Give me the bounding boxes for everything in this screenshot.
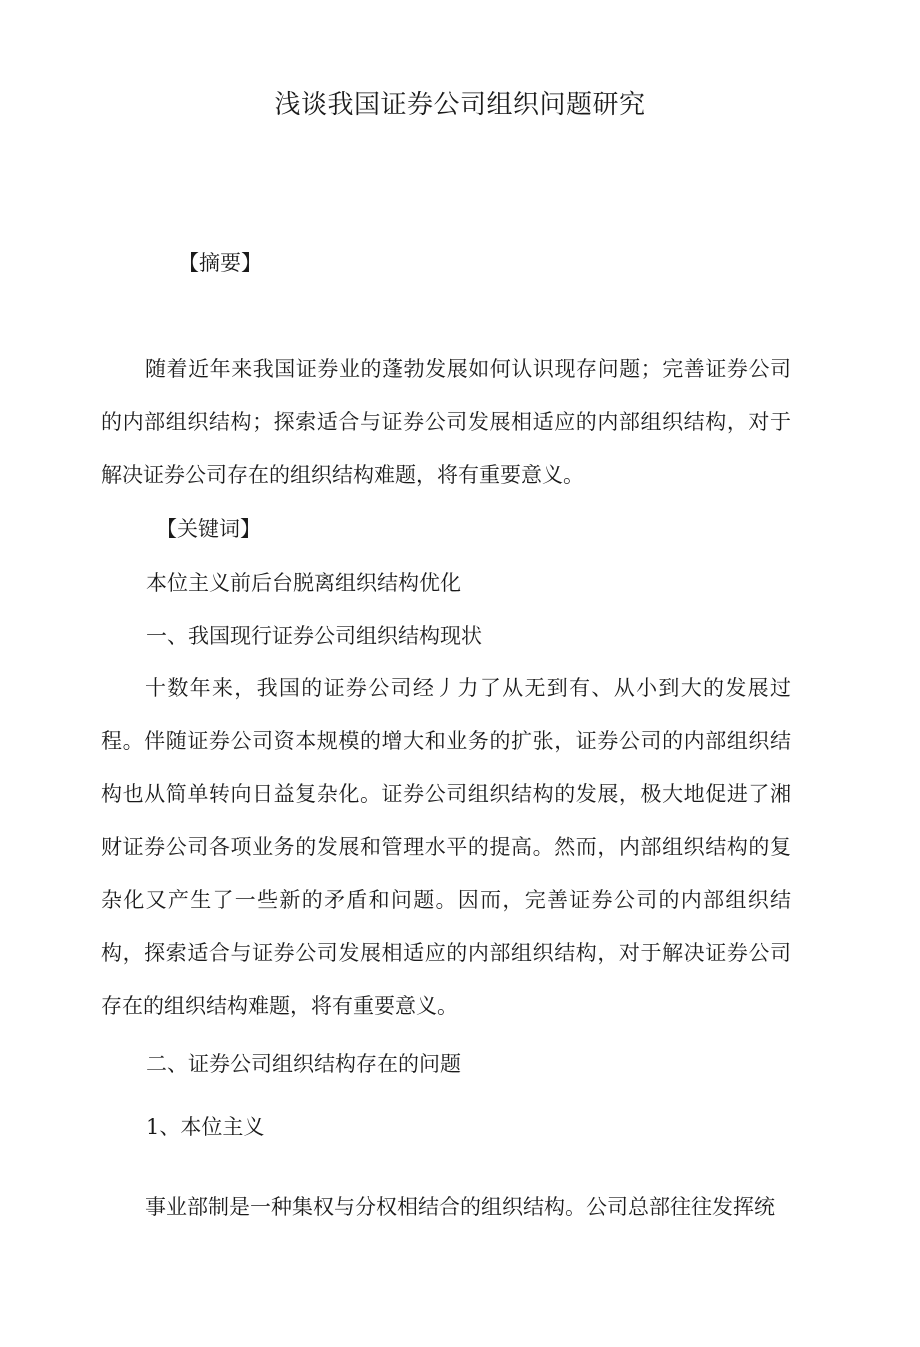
section-2-heading: 二、证券公司组织结构存在的问题 [146, 1052, 461, 1076]
subsection-1-heading: 1、本位主义 [146, 1115, 265, 1139]
section-1-text: 十数年来，我国的证券公司经丿力了从无到有、从小到大的发展过程。伴随证券公司资本规模的增大和业务的扩张，证券公司的内部组织结构也从简单转向日益复杂化。证券公司组织结构的发展，极大地促进了湘财证券公司各项业务的发展和管理水平的提高。然而，内部组织结构的复杂化又产生了一些新的矛盾和问题。因而，完善证券公司的内部组织结构，探索适合与证券公司发展相适应的内部组织结构，对于解决证券公司存在的组织结构难题，将有重要意义。 [101, 676, 791, 1018]
keywords-heading: 【关键词】 [156, 517, 261, 541]
subsection-1-paragraph [101, 1181, 791, 1234]
abstract-paragraph [101, 343, 791, 502]
document-title: 浅谈我国证券公司组织问题研究 [274, 90, 646, 120]
abstract-text: 随着近年来我国证券业的蓬勃发展如何认识现存问题；完善证券公司的内部组织结构；探索适合与证券公司发展相适应的内部组织结构，对于解决证券公司存在的组织结构难题，将有重要意义。 [101, 357, 791, 487]
keywords-text: 本位主义前后台脱离组织结构优化 [146, 571, 461, 595]
subsection-1-text: 事业部制是一种集权与分权相结合的组织结构。公司总部往往发挥统 [145, 1195, 775, 1219]
section-1-heading: 一、我国现行证券公司组织结构现状 [146, 624, 482, 648]
section-1-paragraph [101, 662, 791, 1033]
abstract-heading: 【摘要】 [178, 251, 262, 275]
